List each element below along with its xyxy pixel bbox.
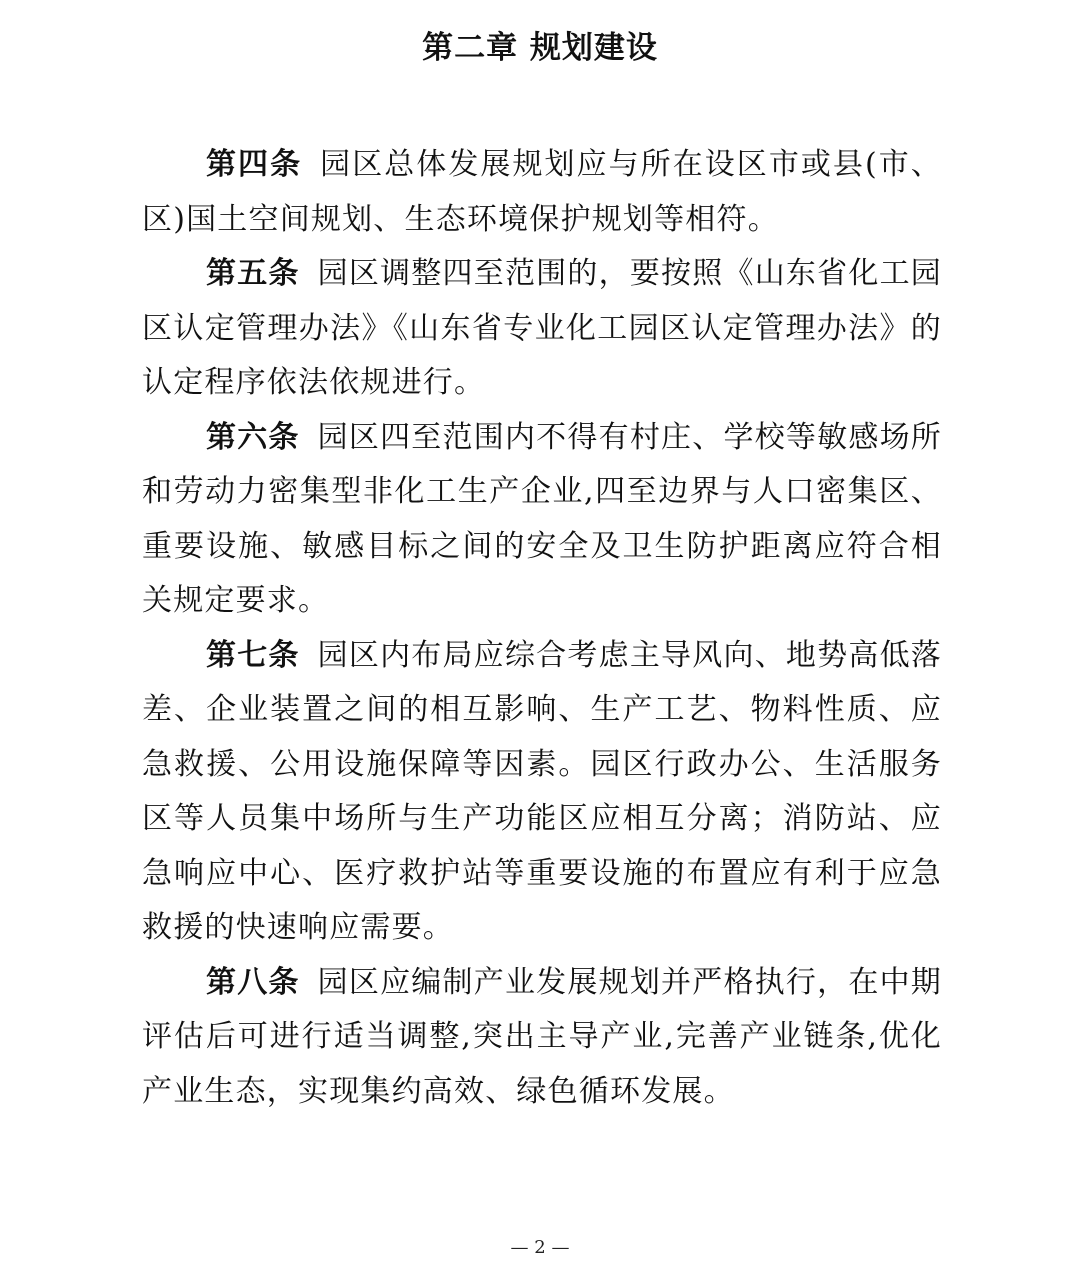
article-text: 园区调整四至范围的，要按照《山东省化工园区认定管理办法》《山东省专业化工园区认定管理办法》的认定程序依法依规进行。 (142, 256, 942, 400)
page-number: — 2 — (510, 1237, 570, 1258)
article-number: 第八条 (206, 964, 300, 1000)
article-7 (142, 629, 942, 956)
article-5 (142, 247, 942, 411)
article-number: 第四条 (206, 147, 303, 182)
article-text: 园区总体发展规划应与所在设区市或县(市、区)国土空间规划、生态环境保护规划等相符。 (142, 147, 942, 237)
article-6 (142, 411, 942, 629)
article-text: 园区内布局应综合考虑主导风向、地势高低落差、企业装置之间的相互影响、生产工艺、物料性质、应急救援、公用设施保障等因素。园区行政办公、生活服务区等人员集中场所与生产功能区应相互分离；消防站、应急响应中心、医疗救护站等重要设施的布置应有利于应急救援的快速响应需要。 (142, 637, 942, 945)
article-number: 第七条 (206, 637, 300, 673)
article-number: 第五条 (206, 256, 300, 291)
article-4 (142, 138, 942, 247)
article-8 (142, 956, 942, 1120)
document-body (142, 138, 942, 1119)
chapter-title: 第二章 规划建设 (422, 30, 658, 66)
article-text: 园区四至范围内不得有村庄、学校等敏感场所和劳动力密集型非化工生产企业,四至边界与人口密集区、重要设施、敏感目标之间的安全及卫生防护距离应符合相关规定要求。 (142, 419, 942, 618)
article-number: 第六条 (206, 419, 300, 455)
article-text: 园区应编制产业发展规划并严格执行，在中期评估后可进行适当调整,突出主导产业,完善产业链条,优化产业生态，实现集约高效、绿色循环发展。 (142, 964, 942, 1109)
